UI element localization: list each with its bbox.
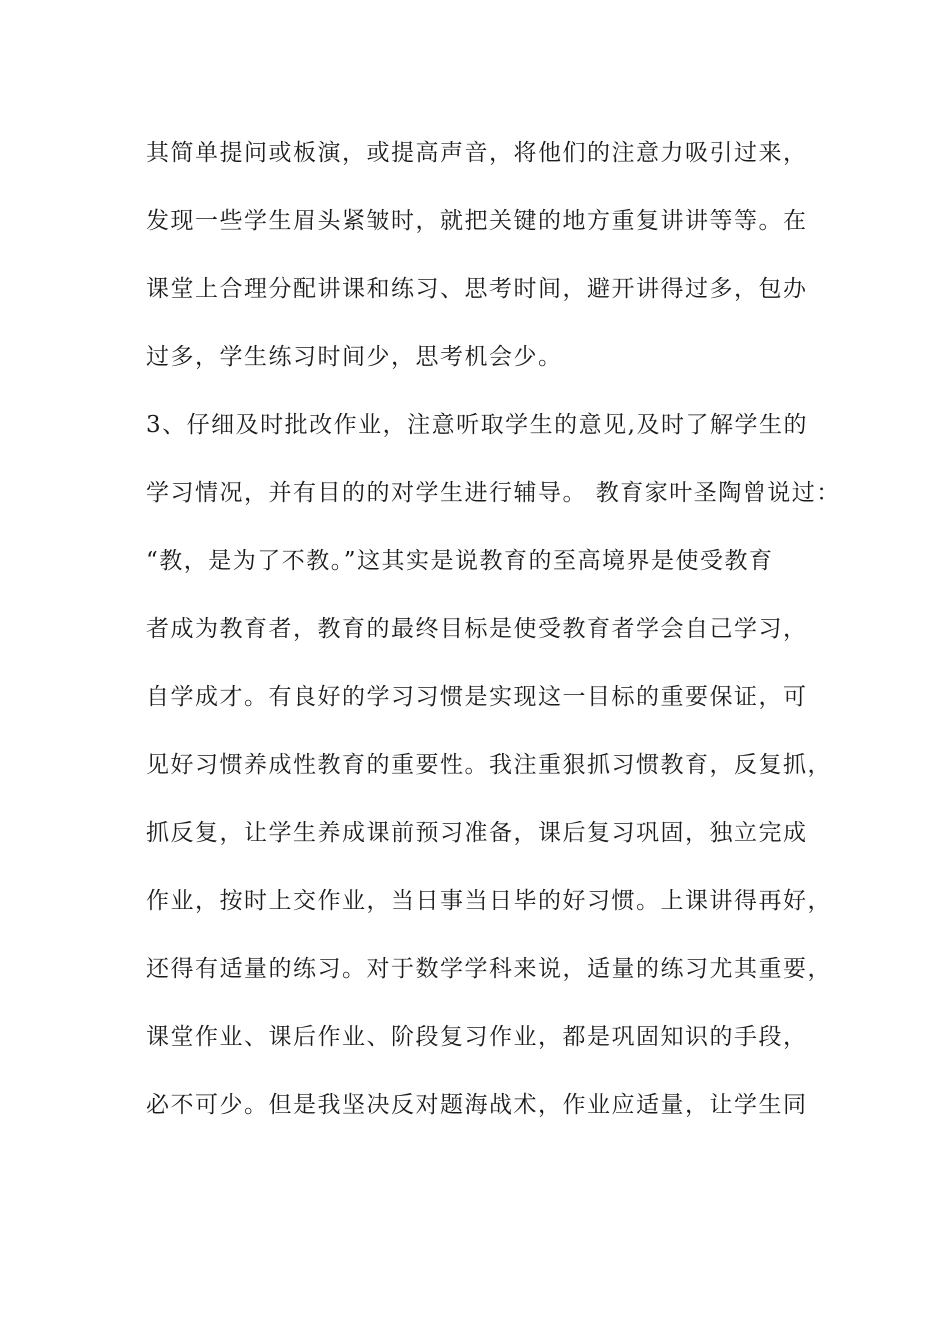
- text-line: 见好习惯养成性教育的重要性。我注重狠抓习惯教育，反复抓，: [146, 752, 832, 778]
- text-line: 学习情况，并有目的的对学生进行辅导。 教育家叶圣陶曾说过：: [146, 480, 841, 506]
- text-line: “教，是为了不教。”这其实是说教育的至高境界是使受教育: [146, 548, 774, 574]
- text-line: 抓反复，让学生养成课前预习准备，课后复习巩固，独立完成: [146, 820, 808, 846]
- text-line: 自学成才。有良好的学习习惯是实现这一目标的重要保证，可: [146, 684, 808, 710]
- text-line: 过多，学生练习时间少，思考机会少。: [146, 344, 563, 370]
- text-line: 3、仔细及时批改作业，注意听取学生的意见,及时了解学生的: [146, 412, 808, 438]
- body-text: [146, 131, 841, 1151]
- text-line: 作业，按时上交作业，当日事当日毕的好习惯。上课讲得再好，: [146, 888, 832, 914]
- text-line: 其简单提问或板演，或提高声音，将他们的注意力吸引过来，: [146, 140, 808, 166]
- text-line: 课堂作业、课后作业、阶段复习作业，都是巩固知识的手段，: [146, 1024, 808, 1050]
- text-line: 者成为教育者，教育的最终目标是使受教育者学会自己学习，: [146, 616, 808, 642]
- text-line: 还得有适量的练习。对于数学学科来说，适量的练习尤其重要，: [146, 956, 832, 982]
- text-line: 发现一些学生眉头紧皱时，就把关键的地方重复讲讲等等。在: [146, 208, 808, 234]
- text-line: 必不可少。但是我坚决反对题海战术，作业应适量，让学生同: [146, 1092, 808, 1118]
- text-line: 课堂上合理分配讲课和练习、思考时间，避开讲得过多，包办: [146, 276, 808, 302]
